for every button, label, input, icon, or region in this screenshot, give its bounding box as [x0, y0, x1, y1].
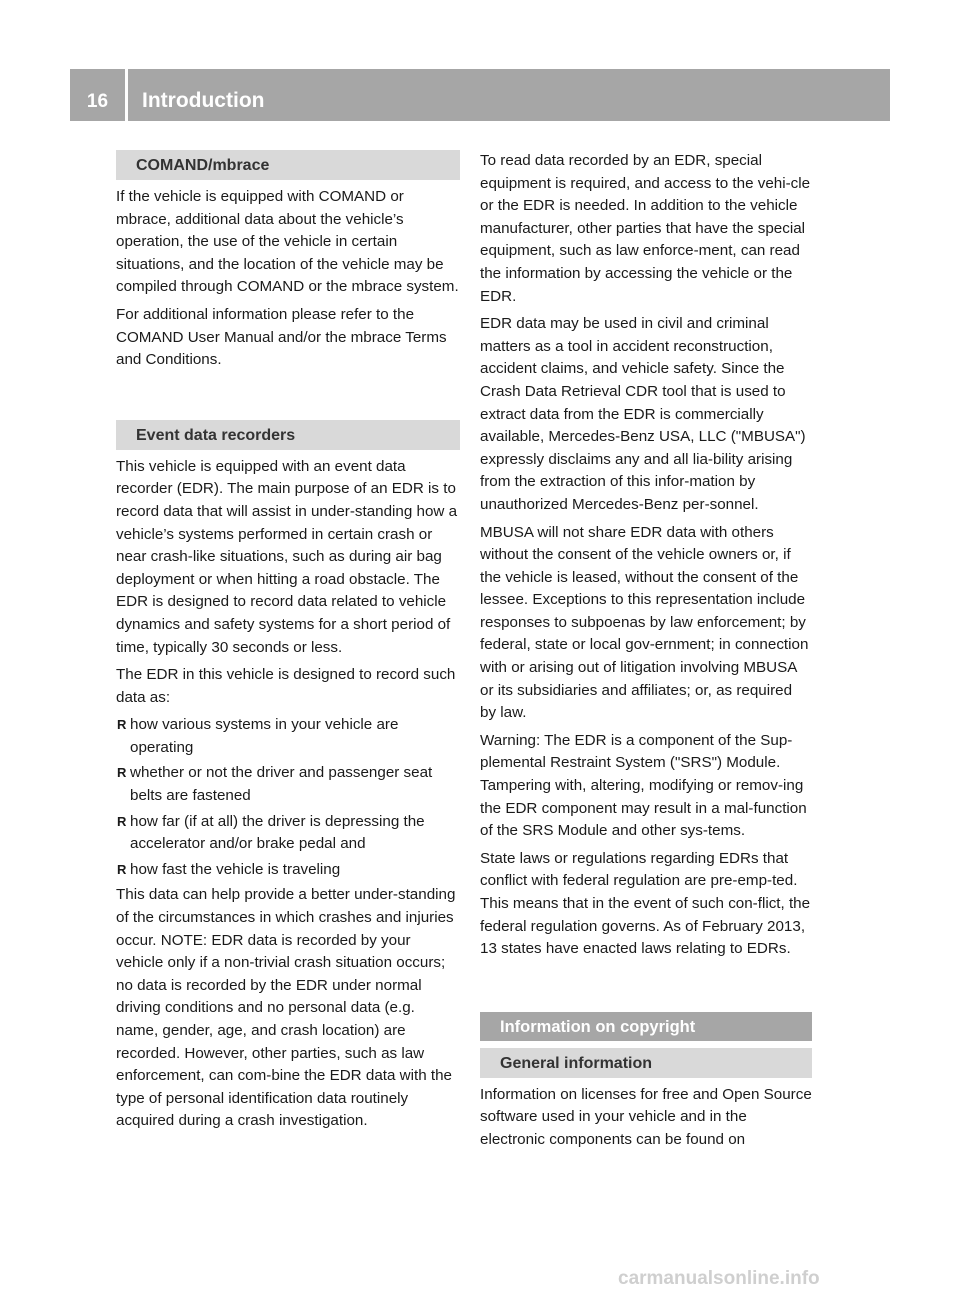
list-item-text: how fast the vehicle is traveling	[130, 860, 341, 878]
list-item	[116, 859, 460, 882]
left-column	[116, 150, 460, 1138]
list-item	[116, 714, 460, 759]
comand-paragraph-1: If the vehicle is equipped with COMAND or mbrace, additional data about the vehicle’s operation, the use of the vehicle in certain situations, and the location of the vehicle may be compiled through COMAND or the mbrace system.	[116, 188, 459, 296]
list-item	[116, 811, 460, 856]
mbusa-paragraph: MBUSA will not share EDR data with others without the consent of the vehicle owners or, if the vehicle is leased, without the consent of the lessee. Exceptions to this representation include responses to subpoenas by law enforcement; by federal, state or local gov-ernment; in connection with or arising out of litigation involving MBUSA or its subsidiaries and affiliates; or, as required by law.	[480, 523, 809, 722]
bullet-icon: R	[117, 717, 127, 733]
list-item	[116, 762, 460, 807]
warning-paragraph: Warning: The EDR is a component of the Sup-plemental Restraint System ("SRS") Module. Tampering with, altering, modifying or remov-ing the EDR component may result in a mal-function of the SRS Module and other sys-tems.	[480, 731, 807, 840]
bullet-icon: R	[117, 861, 127, 877]
general-information-heading: General information	[480, 1048, 812, 1078]
watermark: carmanualsonline.info	[618, 1268, 820, 1289]
state-laws-paragraph: State laws or regulations regarding EDRs that conflict with federal regulation are pre-emp-ted. This means that in the event of such con-flict, the federal regulation governs. As of February 2013, 13 states have enacted laws relating to EDRs.	[480, 849, 811, 958]
edr-heading: Event data recorders	[116, 420, 460, 450]
page-header	[70, 69, 890, 121]
page-number: 16	[86, 91, 109, 112]
copyright-heading: Information on copyright	[480, 1012, 812, 1041]
bullet-icon: R	[117, 765, 127, 781]
edr-paragraph-1: This vehicle is equipped with an event data recorder (EDR). The main purpose of an EDR is to record data that will assist in under-standing how a vehicle’s systems performed in certain crash or near crash-like situations, such as during air bag deployment or when hitting a road obstacle. The EDR is designed to record data related to vehicle dynamics and safety systems for a short period of time, typically 30 seconds or less.	[116, 457, 458, 656]
edr-paragraph-3: This data can help provide a better under-standing of the circumstances in which crashes and injuries occur. NOTE: EDR data is recorded by your vehicle only if a non-trivial crash situation occurs; no data is recorded by the EDR under normal driving conditions and no personal data (e.g. name, gender, age, and crash location) are recorded. However, other parties, such as law enforcement, can com-bine the EDR data with the type of personal identification data routinely acquired during a crash investigation.	[116, 886, 456, 1130]
edr-bullet-list	[116, 714, 460, 881]
list-item-text: whether or not the driver and passenger seat belts are fastened	[130, 764, 433, 805]
section-title: Introduction	[142, 89, 265, 112]
comand-paragraph-2: For additional information please refer to the COMAND User Manual and/or the mbrace Terms and Conditions.	[116, 305, 447, 369]
list-item-text: how far (if at all) the driver is depressing the accelerator and/or brake pedal and	[130, 812, 425, 853]
bullet-icon: R	[117, 813, 127, 829]
edr-usage-paragraph: EDR data may be used in civil and criminal matters as a tool in accident reconstruction, accident claims, and vehicle safety. Since the Crash Data Retrieval CDR tool that is used to extract data from the EDR is commercially available, Mercedes-Benz USA, LLC ("MBUSA") expressly disclaims any and all lia-bility arising from the extraction of this infor-mation by unauthorized Mercedes-Benz per-sonnel.	[480, 315, 806, 513]
list-item-text: how various systems in your vehicle are operating	[130, 716, 399, 756]
edr-read-paragraph: To read data recorded by an EDR, special equipment is required, and access to the vehi-cle or the EDR is needed. In addition to the vehicle manufacturer, other parties that have the special equipment, such as law enforce-ment, can read the information by accessing the vehicle or the EDR.	[480, 152, 811, 305]
copyright-paragraph: Information on licenses for free and Open Source software used in your vehicle and in the electronic components can be found on	[480, 1085, 812, 1148]
edr-paragraph-2: The EDR in this vehicle is designed to record such data as:	[116, 666, 456, 706]
header-divider	[125, 69, 128, 121]
comand-heading: COMAND/mbrace	[116, 150, 460, 180]
right-column	[480, 150, 812, 1157]
